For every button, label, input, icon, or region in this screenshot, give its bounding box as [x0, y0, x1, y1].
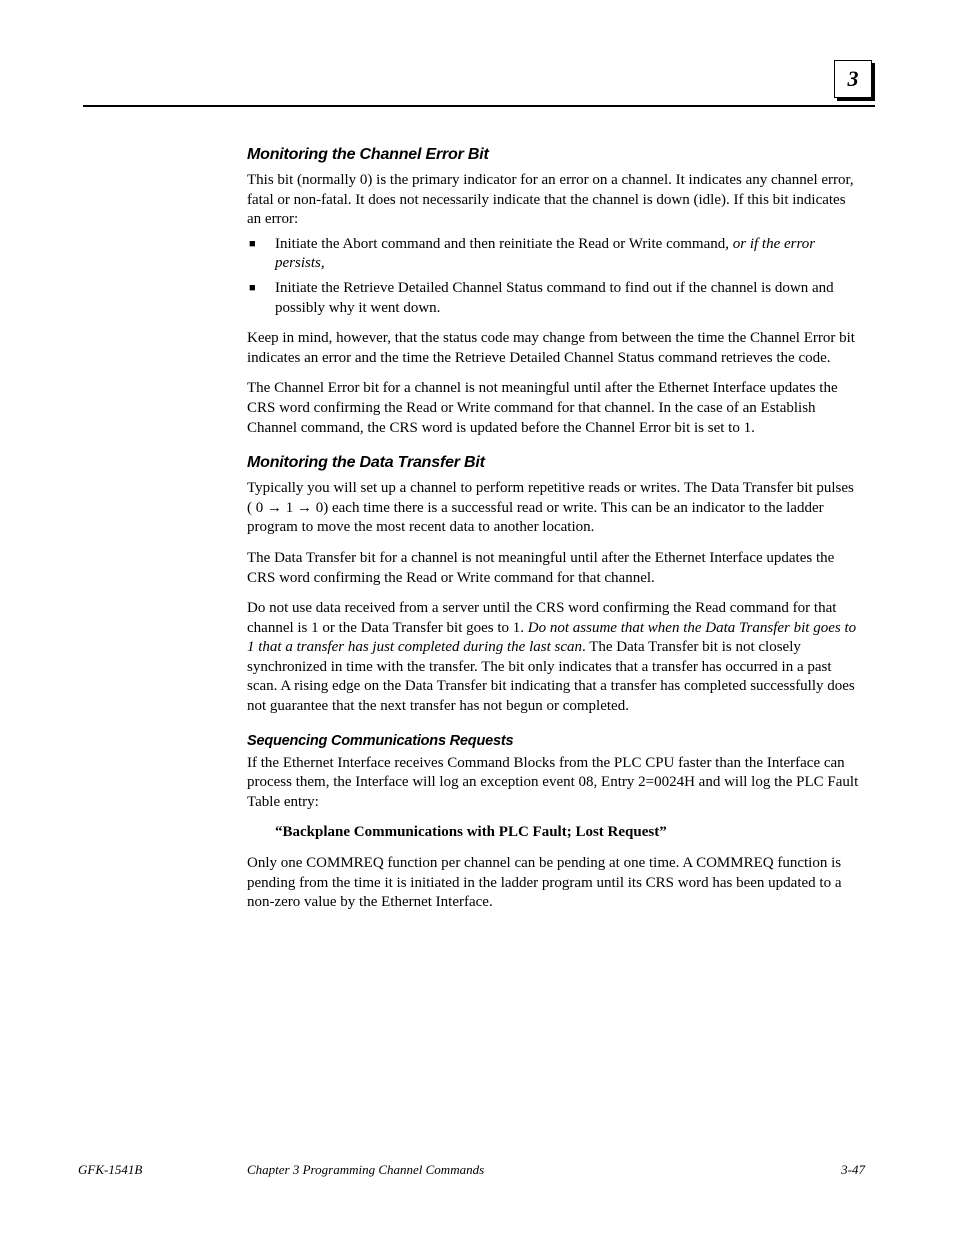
footer-chapter: Chapter 3 Programming Channel Commands [247, 1162, 485, 1177]
paragraph-text: . The Data Transfer bit is not closely synchronized in time with the transfer. The bit only indicates that a transfer has occurred in a past scan. A rising edge on the Data Transfer bit indicating that a transfer has completed successfully does not guarantee that the next transfer has not begun or completed. [247, 639, 855, 715]
list-item [247, 235, 862, 274]
list-item-text: Initiate the Retrieve Detailed Channel Status command to find out if the channel is down and possibly why it went down. [275, 279, 834, 316]
paragraph: The Data Transfer bit for a channel is not meaningful until after the Ethernet Interface updates the CRS word confirming the Read or Write command for that channel. [247, 549, 835, 586]
paragraph: Typically you will set up a channel to perform repetitive reads or writes. The Data Transfer bit pulses ( 0 → 1 → 0) each time there is a successful read or write. This can be an indicator to the ladder program to move the most recent data to another location. [247, 480, 854, 536]
paragraph: Keep in mind, however, that the status code may change from between the time the Channel Error bit indicates an error and the time the Retrieve Detailed Channel Status command retrieves the code. [247, 330, 855, 366]
paragraph-italic: Do not assume that when the Data Transfer bit goes to 1 that a transfer has just completed during the last scan [247, 619, 857, 656]
paragraph: The Channel Error bit for a channel is not meaningful until after the Ethernet Interface updates the CRS word confirming the Read or Write command for that channel. In the case of an Establish Channel command, the CRS word is updated before the Channel Error bit is set to 1. [247, 380, 838, 436]
paragraph: This bit (normally 0) is the primary indicator for an error on a channel. It indicates any channel error, fatal or non-fatal. It does not necessarily indicate that the channel is down (idle). If this bit indicates an error: [247, 172, 854, 228]
section-title-channel-error: Monitoring the Channel Error Bit [247, 146, 489, 163]
bullet-icon: ■ [249, 281, 256, 294]
footer-doc-id: GFK-1541B [78, 1162, 143, 1177]
fault-quote: “Backplane Communications with PLC Fault; Lost Request” [275, 824, 667, 841]
paragraph: Only one COMMREQ function per channel can be pending at one time. A COMMREQ function is pending from the time it is initiated in the ladder program until its CRS word has been updated to a non-zero value by the Ethernet Interface. [247, 855, 842, 911]
page-content [247, 144, 862, 924]
subsection-title-sequencing: Sequencing Communications Requests [247, 732, 514, 749]
bullet-list [247, 235, 862, 318]
header-rule [83, 105, 875, 107]
footer-page-number: 3-47 [841, 1162, 865, 1177]
paragraph: If the Ethernet Interface receives Command Blocks from the PLC CPU faster than the Interface can process them, the Interface will log an exception event 08, Entry 2=0024H and will log the PLC Fault Table entry: [247, 754, 859, 810]
paragraph [247, 599, 862, 717]
bullet-icon: ■ [249, 237, 256, 250]
chapter-tab [834, 60, 872, 98]
list-item [247, 279, 862, 318]
list-item-italic: , or if the error persists, [275, 235, 816, 272]
paragraph-text: Do not use data received from a server until the CRS word confirming the Read command for that channel is 1 or the Data Transfer bit goes to 1. [247, 600, 837, 636]
section-title-data-transfer: Monitoring the Data Transfer Bit [247, 454, 485, 472]
chapter-number: 3 [847, 66, 859, 91]
list-item-text: Initiate the Abort command and then reinitiate the Read or Write command [275, 235, 726, 252]
